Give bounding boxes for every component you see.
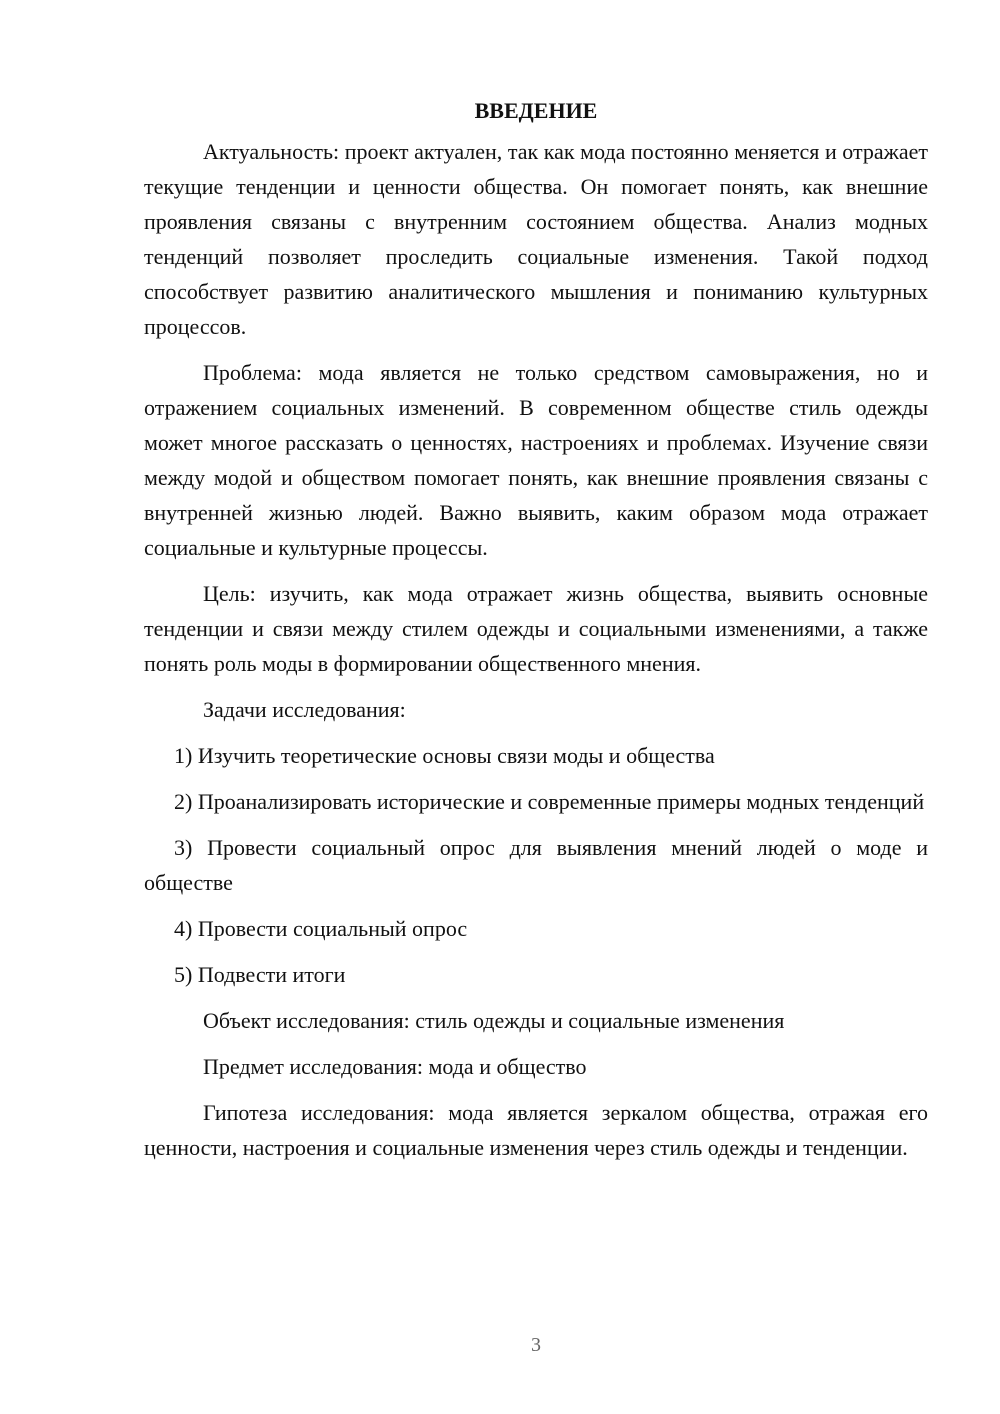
task-item-3: 3) Провести социальный опрос для выявления мнений людей о моде и обществе — [144, 835, 928, 895]
document-page — [144, 95, 928, 1176]
research-subject: Предмет исследования: мода и общество — [203, 1054, 587, 1079]
task-item-1: 1) Изучить теоретические основы связи моды и общества — [174, 743, 715, 768]
task-item-2: 2) Проанализировать исторические и современные примеры модных тенденций — [174, 789, 925, 814]
tasks-heading: Задачи исследования: — [203, 697, 406, 722]
task-item-4: 4) Провести социальный опрос — [174, 916, 468, 941]
task-item-5: 5) Подвести итоги — [174, 962, 346, 987]
research-hypothesis: Гипотеза исследования: мода является зеркалом общества, отражая его ценности, настроения и социальные изменения через стиль одежды и тенденции. — [144, 1100, 928, 1160]
relevance-paragraph: Актуальность: проект актуален, так как мода постоянно меняется и отражает текущие тенденции и ценности общества. Он помогает понять, как внешние проявления связаны с внутренним состоянием общества. Анализ модных тенденций позволяет проследить социальные изменения. Такой подход способствует развитию аналитического мышления и пониманию культурных процессов. — [144, 139, 928, 339]
goal-paragraph: Цель: изучить, как мода отражает жизнь общества, выявить основные тенденции и связи между стилем одежды и социальными изменениями, а также понять роль моды в формировании общественного мнения. — [144, 581, 928, 676]
page-title: ВВЕДЕНИЕ — [474, 98, 598, 123]
research-object: Объект исследования: стиль одежды и социальные изменения — [203, 1008, 785, 1033]
page-number: 3 — [531, 1334, 541, 1356]
problem-paragraph: Проблема: мода является не только средством самовыражения, но и отражением социальных изменений. В современном обществе стиль одежды может многое рассказать о ценностях, настроениях и проблемах. Изучение связи между модой и обществом помогает понять, как внешние проявления связаны с внутренней жизнью людей. Важно выявить, каким образом мода отражает социальные и культурные процессы. — [144, 360, 928, 560]
